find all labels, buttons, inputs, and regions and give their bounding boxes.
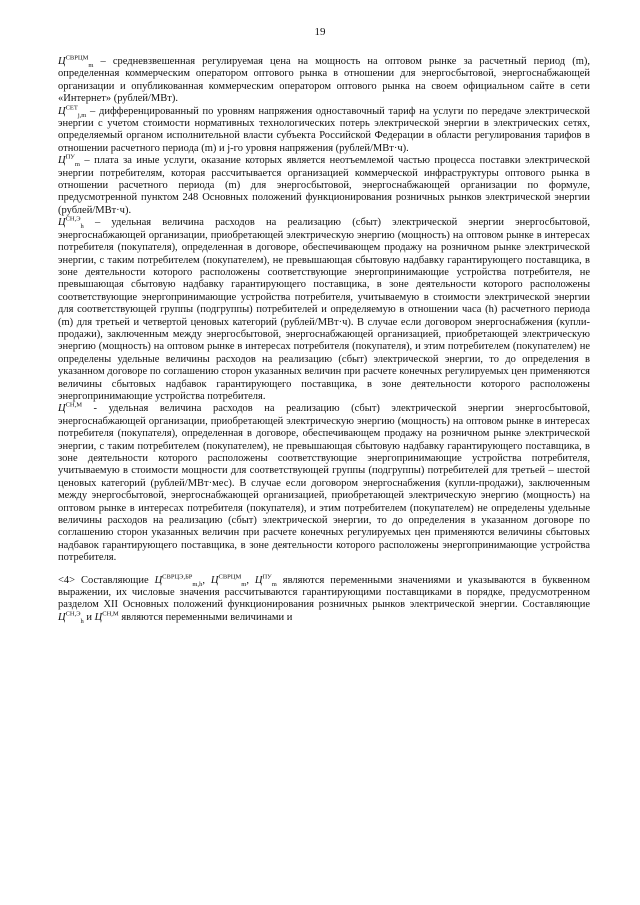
formula-superscript: ПУ xyxy=(65,153,75,161)
note-separator: и xyxy=(83,611,95,623)
page-number: 19 xyxy=(314,26,326,38)
definition-paragraph xyxy=(58,217,590,403)
formula-symbol: Ц xyxy=(58,403,66,415)
definition-paragraph xyxy=(58,403,590,564)
note-separator: , xyxy=(202,574,211,586)
formula-superscript: СН,Э xyxy=(65,215,81,223)
formula-symbol: Ц xyxy=(210,574,219,586)
formula-symbol: Ц xyxy=(154,574,163,586)
definition-text: – дифференцированный по уровням напряжения одноставочный тариф на услуги по передаче электрической энергии с учетом стоимости нормативных технологических потерь электрической энергии в электрических сетях, определяемый органом исполнительной власти субъекта Российской Федерации в области регулирования тарифов в отношении расчетного периода (m) и j-го уровня напряжения (рублей/МВт·ч). xyxy=(58,105,590,154)
definition-text: – плата за иные услуги, оказание которых является неотъемлемой частью процесса поставки электрической энергии потребителям, которая рассчитывается организацией коммерческой инфраструктуры оптового рынка в отношении расчетного периода (m) для энергосбытовой, энергоснабжающей организации по формуле, предусмотренной пунктом 248 Основных положений функционирования розничных рынков электрической энергии (рублей/МВт·ч). xyxy=(58,155,590,216)
formula-subscript: h xyxy=(80,617,84,625)
formula-superscript: СН,М xyxy=(102,610,119,618)
formula-subscript: m xyxy=(88,62,94,70)
formula-superscript: ПУ xyxy=(262,573,272,581)
definition-text: – средневзвешенная регулируемая цена на мощность на оптовом рынке за расчетный период (m), определенная коммерческим оператором оптового рынка в отношении для энергосбытовой, энергоснабжающей организации и опубликованная коммерческим оператором оптового рынка на своем официальном сайте в сети «Интернет» (рублей/МВт). xyxy=(58,56,590,105)
formula-superscript: СВРЦМ xyxy=(65,54,89,62)
formula-superscript: СВРЦЭ,БР xyxy=(162,573,193,581)
note-text: являются переменными значениями и указываются в буквенном выражении, их числовые значения рассчитываются гарантирующими поставщиками в порядке, предусмотренном разделом XII Основных положений функционирования розничных рынков электрической энергии. Составляющие xyxy=(58,574,591,611)
formula-symbol: Ц xyxy=(94,611,103,623)
page-content xyxy=(58,56,590,624)
footnote-paragraph xyxy=(58,575,590,625)
formula-subscript: m xyxy=(74,161,80,169)
formula-subscript: m xyxy=(271,580,277,588)
formula-superscript: СЕТ xyxy=(65,104,78,112)
definition-text: – удельная величина расходов на реализацию (сбыт) электрической энергии энергосбытовой, энергоснабжающей организации, приобретающей электрическую энергию (мощность) на оптовом рынке в интересах потребителя (покупателя), определенная в договоре, обеспечивающем продажу на розничном рынке электрической энергии, с таким потребителем (покупателем), не превышающая сбытовую надбавку гарантирующего поставщика, в зоне деятельности которого расположены соответствующие энергопринимающие устройства потребителя, не превышающая сбытовую надбавку гарантирующего поставщика, в зоне деятельности которого расположены соответствующие энергопринимающие устройства потребителя, учитываемую в стоимости электрической энергии для соответствующей группы (подгруппы) потребителей и определяемую в отношении часа (h) расчетного периода (m) для третьей и четвертой ценовых категорий (рублей/МВт·ч). В случае если договором энергоснабжения (купли-продажи), заключенным между энергосбытовой, энергоснабжающей организацией, приобретающей электрическую энергию (мощность) на оптовом рынке в интересах потребителя (покупателя), и этим потребителем (покупателем) не определены удельные величины расходов на реализацию (сбыт) электрической энергии, то до определения в указанном договоре по соглашению сторон указанных величин при расчете конечных регулируемых цен применяются величины сбытовых надбавок гарантирующего поставщика, в зоне деятельности которого расположены энергопринимающие устройства потребителя. xyxy=(58,217,590,402)
formula-symbol: Ц xyxy=(58,56,66,67)
definition-paragraph xyxy=(58,155,590,217)
note-text: являются переменными величинами и xyxy=(118,611,293,623)
definition-text: - удельная величина расходов на реализацию (сбыт) электрической энергии энергосбытовой, энергоснабжающей организации, приобретающей электрическую энергию (мощность) на оптовом рынке в интересах потребителя (покупателя), определенная в договоре, обеспечивающем продажу на розничном рынке электрической энергии, с таким потребителем (покупателем), не превышающая сбытовую надбавку гарантирующего поставщика, в зоне деятельности которого расположены соответствующие энергопринимающие устройства потребителя, учитываемую в стоимости мощности для соответствующей группы (подгруппы) потребителей для третьей – шестой ценовых категорий (рублей/МВт·мес). В случае если договором энергоснабжения (купли-продажи), заключенным между энергосбытовой, энергоснабжающей организацией, приобретающей электрическую энергию (мощность) на оптовом рынке в интересах потребителя (покупателя), и этим потребителем (покупателем) не определены удельные величины расходов на реализацию (сбыт) электрической энергии, то до определения в указанном договоре по соглашению сторон указанных величин при расчете конечных регулируемых цен применяются величины сбытовых надбавок гарантирующего поставщика, в зоне деятельности которого расположены энергопринимающие устройства потребителя. xyxy=(58,403,590,564)
formula-symbol: Ц xyxy=(58,217,66,229)
formula-subscript: j,m xyxy=(77,111,87,119)
formula-superscript: СН,Э xyxy=(65,610,81,618)
formula-symbol: Ц xyxy=(58,105,66,117)
note-separator: , xyxy=(246,574,255,586)
definition-paragraph xyxy=(58,106,590,156)
formula-subscript: h xyxy=(80,223,84,231)
formula-symbol: Ц xyxy=(254,574,263,586)
formula-subscript: m,h xyxy=(192,580,203,588)
formula-symbol: Ц xyxy=(58,611,66,623)
note-text: <4> Составляющие xyxy=(58,574,155,586)
formula-superscript: СН,М xyxy=(65,401,83,409)
formula-superscript: СВРЦМ xyxy=(218,573,242,581)
formula-symbol: Ц xyxy=(58,155,66,167)
definition-paragraph xyxy=(58,56,590,106)
formula-subscript: m xyxy=(241,580,247,588)
